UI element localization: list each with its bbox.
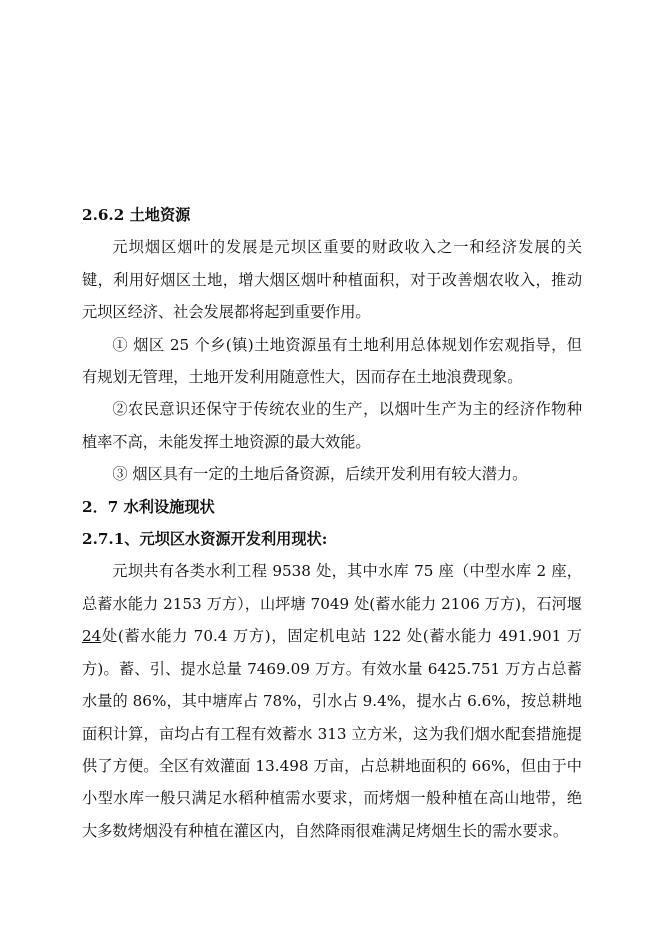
paragraph-land-point-1: ① 烟区 25 个乡(镇)土地资源虽有土地利用总体规划作宏观指导，但有规划无管理，土地开发利用随意性大，因而存在土地浪费现象。 bbox=[82, 335, 582, 387]
subsection-heading-water-resources: 2.7.1、元坝区水资源开发利用现状: bbox=[82, 530, 328, 549]
underlined-number-link[interactable]: 24 bbox=[82, 627, 102, 646]
paragraph-water-text-end: 处(蓄水能力 70.4 万方)，固定机电站 122 处(蓄水能力 491.901 万方)。蓄、引、提水总量 7469.09 万方。有效水量 6425.751 万方占总蓄水量的 86%，其中塘库占 78%，引水占 9.4%，提水占 6.6%，按总耕地面积计算，亩均占有工程有效蓄水 313 立方米，这为我们烟水配套措施提供了方便。全区有效灌面 13.498 万亩，占总耕地面积的 66%，但由于中小型水库一般只满足水稻种植需水要求，而烤烟一般种植在高山地带，绝大多数烤烟没有种植在灌区内，自然降雨很难满足烤烟生长的需水要求。 bbox=[82, 627, 582, 840]
document-body bbox=[82, 199, 582, 847]
paragraph-land-point-2: ②农民意识还保守于传统农业的生产，以烟叶生产为主的经济作物种植率不高，未能发挥土地资源的最大效能。 bbox=[82, 400, 582, 451]
paragraph-land-point-3: ③ 烟区具有一定的土地后备资源，后续开发利用有较大潜力。 bbox=[112, 465, 528, 484]
section-heading-water-facilities: 2．7 水利设施现状 bbox=[82, 497, 215, 516]
paragraph-water-resources bbox=[82, 555, 582, 847]
paragraph-land-intro: 元坝烟区烟叶的发展是元坝区重要的财政收入之一和经济发展的关键，利用好烟区土地，增大烟区烟叶种植面积，对于改善烟农收入，推动元坝区经济、社会发展都将起到重要作用。 bbox=[82, 238, 582, 322]
paragraph-water-text-start: 元坝共有各类水利工程 9538 处，其中水库 75 座（中型水库 2 座，总蓄水能力 2153 万方），山坪塘 7049 处(蓄水能力 2106 万方)，石河堰 bbox=[82, 562, 582, 613]
section-heading-land-resources: 2.6.2 土地资源 bbox=[82, 206, 191, 224]
